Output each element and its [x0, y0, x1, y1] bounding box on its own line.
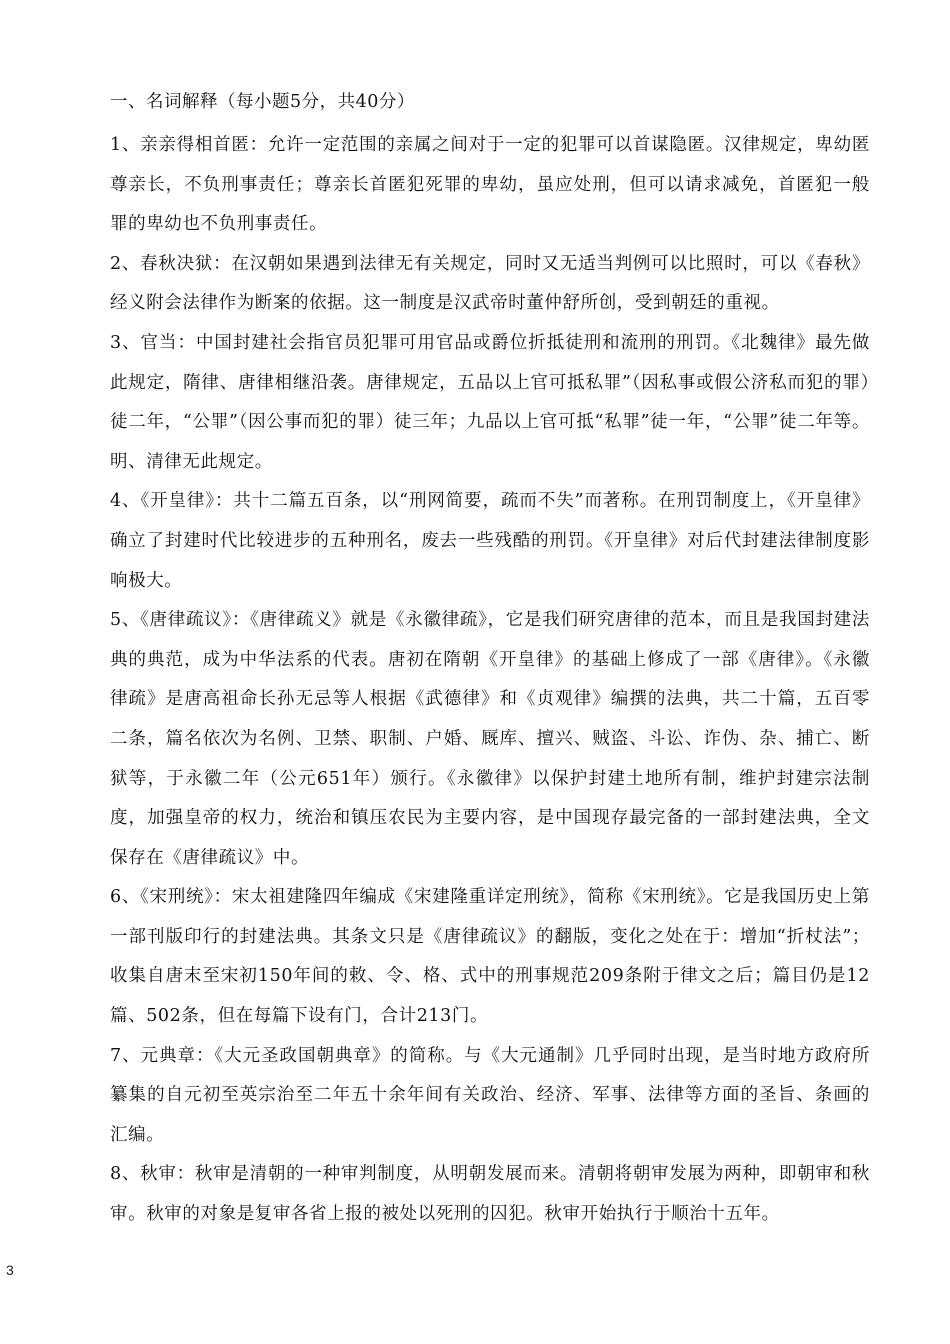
term-entry-5: 5、《唐律疏议》：《唐律疏义》就是《永徽律疏》，它是我们研究唐律的范本，而且是我国封建法典的典范，成为中华法系的代表。唐初在隋朝《开皇律》的基础上修成了一部《唐律》。《永徽律疏》是唐高祖命长孙无忌等人根据《武德律》和《贞观律》编撰的法典，共二十篇，五百零二条，篇名依次为名例、卫禁、职制、户婚、厩库、擅兴、贼盗、斗讼、诈伪、杂、捕亡、断狱等，于永徽二年（公元651年）颁行。《永徽律》以保护封建土地所有制，维护封建宗法制度，加强皇帝的权力，统治和镇压农民为主要内容，是中国现存最完备的一部封建法典，全文保存在《唐律疏议》中。	[110, 610, 870, 868]
term-entry-1: 1、亲亲得相首匿：允许一定范围的亲属之间对于一定的犯罪可以首谋隐匿。汉律规定，卑幼匿尊亲长，不负刑事责任；尊亲长首匿犯死罪的卑幼，虽应处刑，但可以请求减免，首匿犯一般罪的卑幼也不负刑事责任。	[110, 135, 870, 235]
document-body	[110, 88, 870, 1235]
term-entry-6: 6、《宋刑统》：宋太祖建隆四年编成《宋建隆重详定刑统》，简称《宋刑统》。它是我国历史上第一部刊版印行的封建法典。其条文只是《唐律疏议》的翻版，变化之处在于：增加“折杖法”；收集自唐末至宋初150年间的敕、令、格、式中的刑事规范209条附于律文之后；篇目仍是12篇、502条，但在每篇下设有门，合计213门。	[110, 887, 870, 1027]
term-entry-4: 4、《开皇律》：共十二篇五百条，以“刑网简要，疏而不失”而著称。在刑罚制度上，《开皇律》确立了封建时代比较进步的五种刑名，废去一些残酷的刑罚。《开皇律》对后代封建法律制度影响极大。	[110, 491, 870, 591]
term-entry-3: 3、官当：中国封建社会指官员犯罪可用官品或爵位折抵徒刑和流刑的刑罚。《北魏律》最先做此规定，隋律、唐律相继沿袭。唐律规定，五品以上官可抵私罪”（因私事或假公济私而犯的罪）徒二年，“公罪”（因公事而犯的罪）徒三年；九品以上官可抵“私罪”徒一年，“公罪”徒二年等。明、清律无此规定。	[110, 332, 870, 472]
page-number: 3	[6, 1262, 14, 1278]
term-entry-8: 8、秋审：秋审是清朝的一种审判制度，从明朝发展而来。清朝将朝审发展为两种，即朝审和秋审。秋审的对象是复审各省上报的被处以死刑的囚犯。秋审开始执行于顺治十五年。	[110, 1164, 870, 1225]
term-entry-2: 2、春秋决狱：在汉朝如果遇到法律无有关规定，同时又无适当判例可以比照时，可以《春秋》经义附会法律作为断案的依据。这一制度是汉武帝时董仲舒所创，受到朝廷的重视。	[110, 253, 870, 314]
section-heading: 一、名词解释（每小题5分，共40分）	[110, 92, 415, 112]
term-entry-7: 7、元典章：《大元圣政国朝典章》的简称。与《大元通制》几乎同时出现，是当时地方政府所纂集的自元初至英宗治至二年五十余年间有关政治、经济、军事、法律等方面的圣旨、条画的汇编。	[110, 1045, 870, 1145]
